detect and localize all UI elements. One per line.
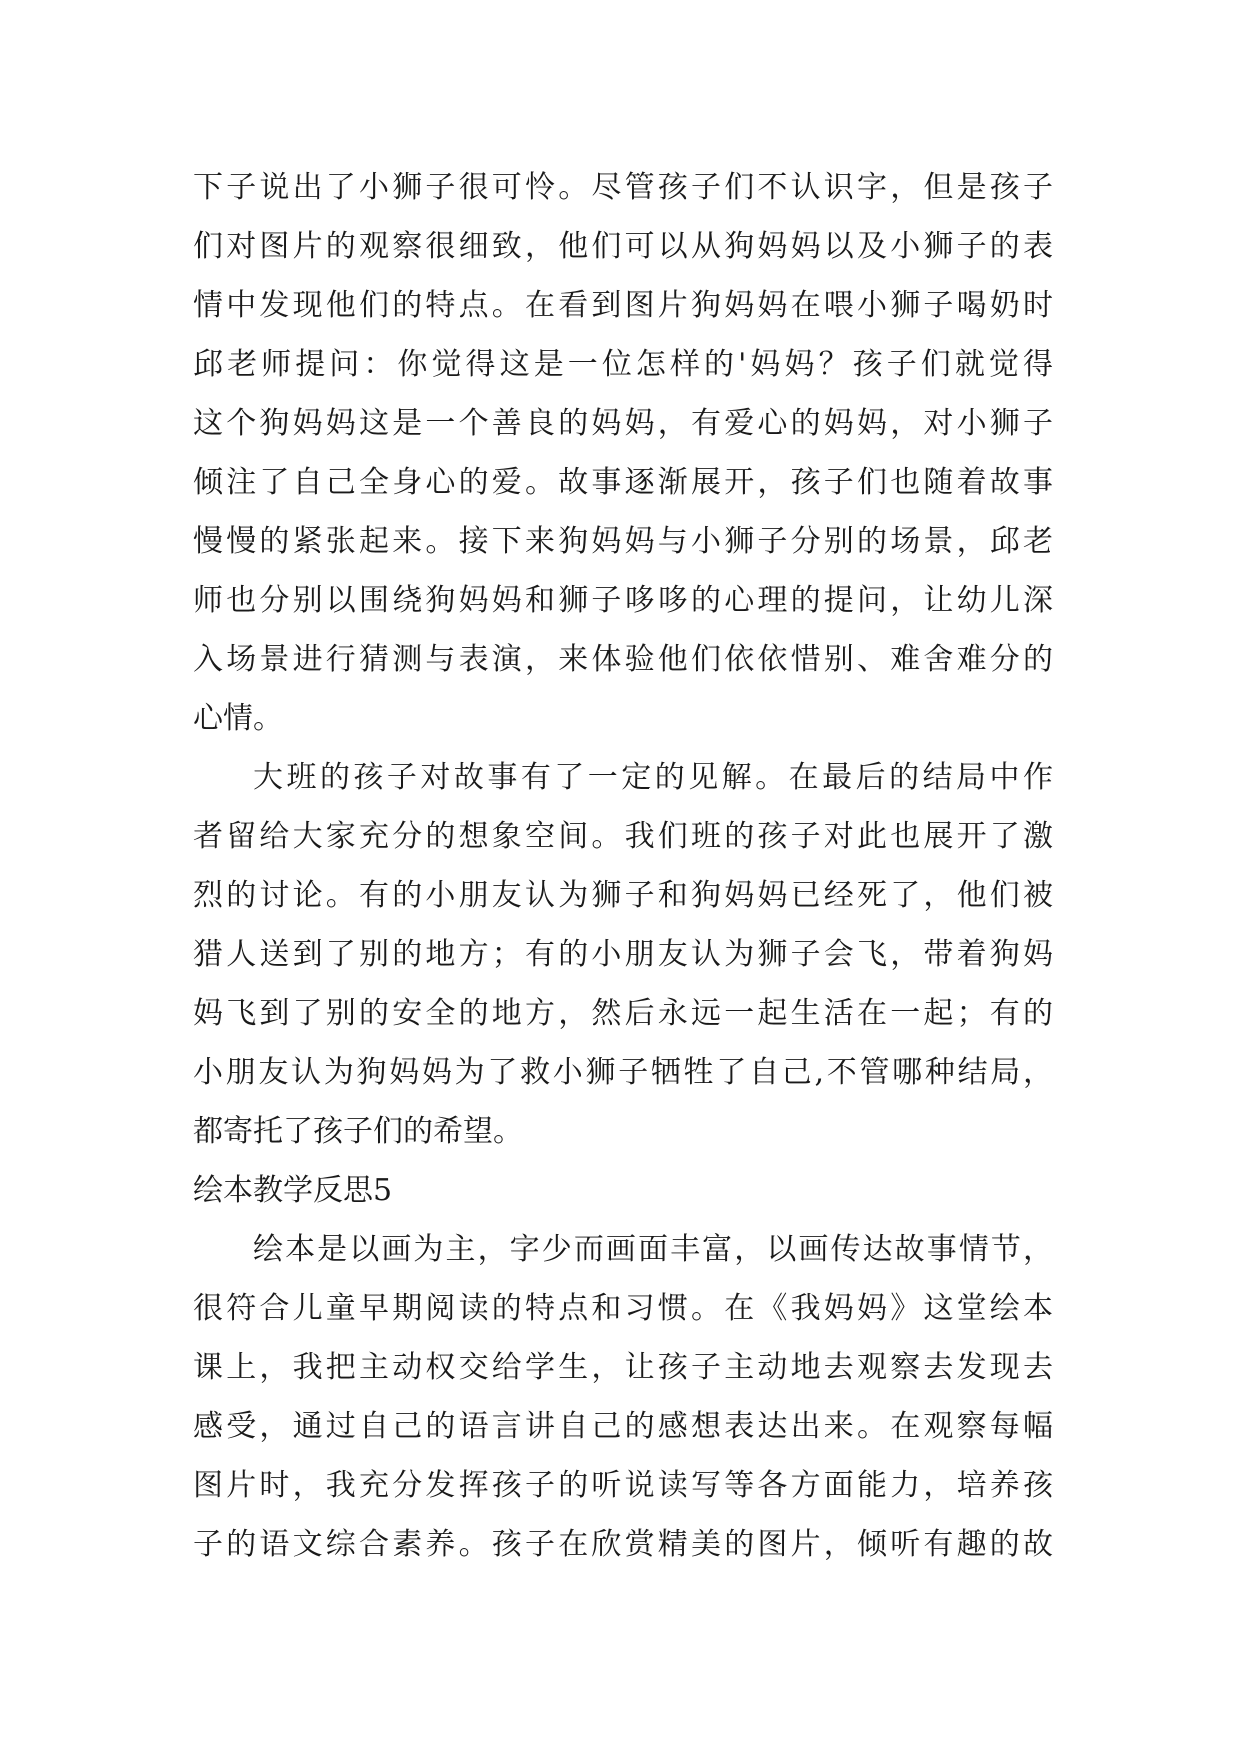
paragraph-1 [193,158,1053,748]
text-line: 下子说出了小狮子很可怜。尽管孩子们不认识字，但是孩子 [193,170,1053,205]
text-line: 妈飞到了别的安全的地方，然后永远一起生活在一起；有的 [193,996,1053,1031]
text-line: 猎人送到了别的地方；有的小朋友认为狮子会飞，带着狗妈 [193,937,1053,972]
section-heading: 绘本教学反思5 [193,1173,393,1208]
text-line: 这个狗妈妈这是一个善良的妈妈，有爱心的妈妈，对小狮子 [193,406,1053,441]
text-line: 图片时，我充分发挥孩子的听说读写等各方面能力，培养孩 [193,1468,1053,1503]
text-line: 情中发现他们的特点。在看到图片狗妈妈在喂小狮子喝奶时 [193,288,1053,323]
text-line: 很符合儿童早期阅读的特点和习惯。在《我妈妈》这堂绘本 [193,1291,1053,1326]
text-line: 倾注了自己全身心的爱。故事逐渐展开，孩子们也随着故事 [193,465,1053,500]
text-line: 者留给大家充分的想象空间。我们班的孩子对此也展开了激 [193,819,1053,854]
paragraph-3 [193,1220,1053,1574]
text-line: 课上，我把主动权交给学生，让孩子主动地去观察去发现去 [193,1350,1053,1385]
text-line: 慢慢的紧张起来。接下来狗妈妈与小狮子分别的场景，邱老 [193,524,1053,559]
text-line: 大班的孩子对故事有了一定的见解。在最后的结局中作 [253,760,1053,795]
text-line: 烈的讨论。有的小朋友认为狮子和狗妈妈已经死了，他们被 [193,878,1053,913]
text-line: 子的语文综合素养。孩子在欣赏精美的图片，倾听有趣的故 [193,1527,1053,1562]
text-line: 都寄托了孩子们的希望。 [193,1114,523,1149]
text-line: 绘本是以画为主，字少而画面丰富，以画传达故事情节， [253,1232,1053,1267]
text-line: 感受，通过自己的语言讲自己的感想表达出来。在观察每幅 [193,1409,1053,1444]
paragraph-2 [193,748,1053,1161]
text-line: 邱老师提问：你觉得这是一位怎样的'妈妈？孩子们就觉得 [193,347,1053,382]
document-body [193,158,1053,1574]
text-line: 心情。 [193,701,283,736]
text-line: 师也分别以围绕狗妈妈和狮子哆哆的心理的提问，让幼儿深 [193,583,1053,618]
text-line: 小朋友认为狗妈妈为了救小狮子牺牲了自己,不管哪种结局， [193,1055,1053,1090]
text-line: 们对图片的观察很细致，他们可以从狗妈妈以及小狮子的表 [193,229,1053,264]
text-line: 入场景进行猜测与表演，来体验他们依依惜别、难舍难分的 [193,642,1053,677]
